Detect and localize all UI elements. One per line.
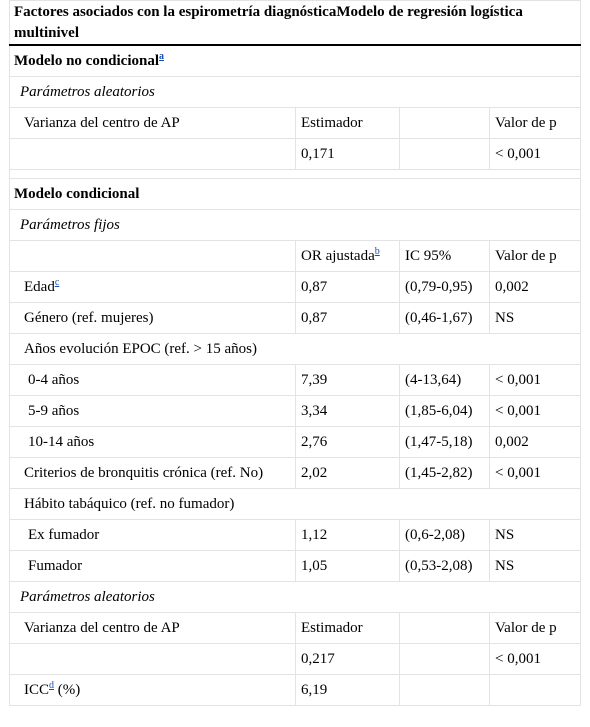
p-value: < 0,001	[490, 644, 581, 675]
or-value: 0,87	[296, 272, 400, 303]
ic-value: (0,53-2,08)	[400, 551, 490, 582]
or-value: 2,02	[296, 458, 400, 489]
table-row	[10, 458, 581, 489]
p-value: NS	[490, 520, 581, 551]
estimator-value: 0,217	[296, 644, 400, 675]
spacer-row	[10, 170, 581, 179]
ic-value: (1,47-5,18)	[400, 427, 490, 458]
or-value: 1,05	[296, 551, 400, 582]
random-params-header-2	[10, 582, 581, 613]
p-value-header: Valor de p	[490, 241, 581, 272]
ic-value: (4-13,64)	[400, 365, 490, 396]
estimator-header: Estimador	[296, 108, 400, 139]
table-row	[10, 613, 581, 644]
or-value: 2,76	[296, 427, 400, 458]
model-unconditional-header	[10, 45, 581, 77]
or-value: 3,34	[296, 396, 400, 427]
estimator-value: 0,171	[296, 139, 400, 170]
p-value: NS	[490, 551, 581, 582]
footnote-link-b[interactable]: b	[374, 245, 380, 257]
results-table	[9, 0, 581, 706]
or-value: 7,39	[296, 365, 400, 396]
row-label: Género (ref. mujeres)	[10, 303, 296, 334]
ic-value: (1,85-6,04)	[400, 396, 490, 427]
random-params-header-1	[10, 77, 581, 108]
table-row	[10, 644, 581, 675]
ic-value: (0,79-0,95)	[400, 272, 490, 303]
random-params-label: Parámetros aleatorios	[10, 77, 581, 108]
row-label: 10-14 años	[10, 427, 296, 458]
p-value: 0,002	[490, 427, 581, 458]
icc-suffix: (%)	[54, 681, 81, 698]
p-value: NS	[490, 303, 581, 334]
table-title-row	[10, 1, 581, 46]
table-row	[10, 427, 581, 458]
table-row	[10, 551, 581, 582]
row-label: Fumador	[10, 551, 296, 582]
row-label: Hábito tabáquico (ref. no fumador)	[10, 489, 581, 520]
footnote-link-a[interactable]: a	[159, 50, 165, 62]
random-params-label: Parámetros aleatorios	[10, 582, 581, 613]
p-value-header: Valor de p	[490, 108, 581, 139]
footnote-link-d[interactable]: d	[49, 679, 55, 691]
table-row	[10, 303, 581, 334]
ic-value: (0,46-1,67)	[400, 303, 490, 334]
p-value-header: Valor de p	[490, 613, 581, 644]
p-value: < 0,001	[490, 396, 581, 427]
row-label: Edad	[24, 278, 55, 295]
p-value: 0,002	[490, 272, 581, 303]
column-header-row	[10, 241, 581, 272]
table-row	[10, 108, 581, 139]
results-table-container	[9, 0, 580, 706]
fixed-params-header	[10, 210, 581, 241]
p-value: < 0,001	[490, 365, 581, 396]
row-label: Años evolución EPOC (ref. > 15 años)	[10, 334, 581, 365]
model-conditional-header	[10, 179, 581, 210]
p-value: < 0,001	[490, 139, 581, 170]
table-row	[10, 396, 581, 427]
row-label: Ex fumador	[10, 520, 296, 551]
estimator-header: Estimador	[296, 613, 400, 644]
table-row	[10, 675, 581, 706]
model-unconditional-label: Modelo no condicional	[14, 52, 160, 69]
ic-value: (0,6-2,08)	[400, 520, 490, 551]
table-row	[10, 520, 581, 551]
fixed-params-label: Parámetros fijos	[10, 210, 581, 241]
ic-header: IC 95%	[400, 241, 490, 272]
variance-label: Varianza del centro de AP	[10, 613, 296, 644]
table-row	[10, 139, 581, 170]
icc-value: 6,19	[296, 675, 400, 706]
ic-value: (1,45-2,82)	[400, 458, 490, 489]
p-value: < 0,001	[490, 458, 581, 489]
variance-label: Varianza del centro de AP	[10, 108, 296, 139]
table-row	[10, 489, 581, 520]
row-label: Criterios de bronquitis crónica (ref. No)	[10, 458, 296, 489]
table-row	[10, 365, 581, 396]
row-label: 0-4 años	[10, 365, 296, 396]
footnote-link-c[interactable]: c	[54, 276, 60, 288]
or-value: 0,87	[296, 303, 400, 334]
or-value: 1,12	[296, 520, 400, 551]
table-row	[10, 334, 581, 365]
icc-label: ICC	[24, 681, 50, 698]
table-row	[10, 272, 581, 303]
table-title: Factores asociados con la espirometría diagnósticaModelo de regresión logística multinivel	[10, 1, 581, 46]
or-header: OR ajustada	[301, 247, 375, 264]
model-conditional-label: Modelo condicional	[10, 179, 581, 210]
row-label: 5-9 años	[10, 396, 296, 427]
